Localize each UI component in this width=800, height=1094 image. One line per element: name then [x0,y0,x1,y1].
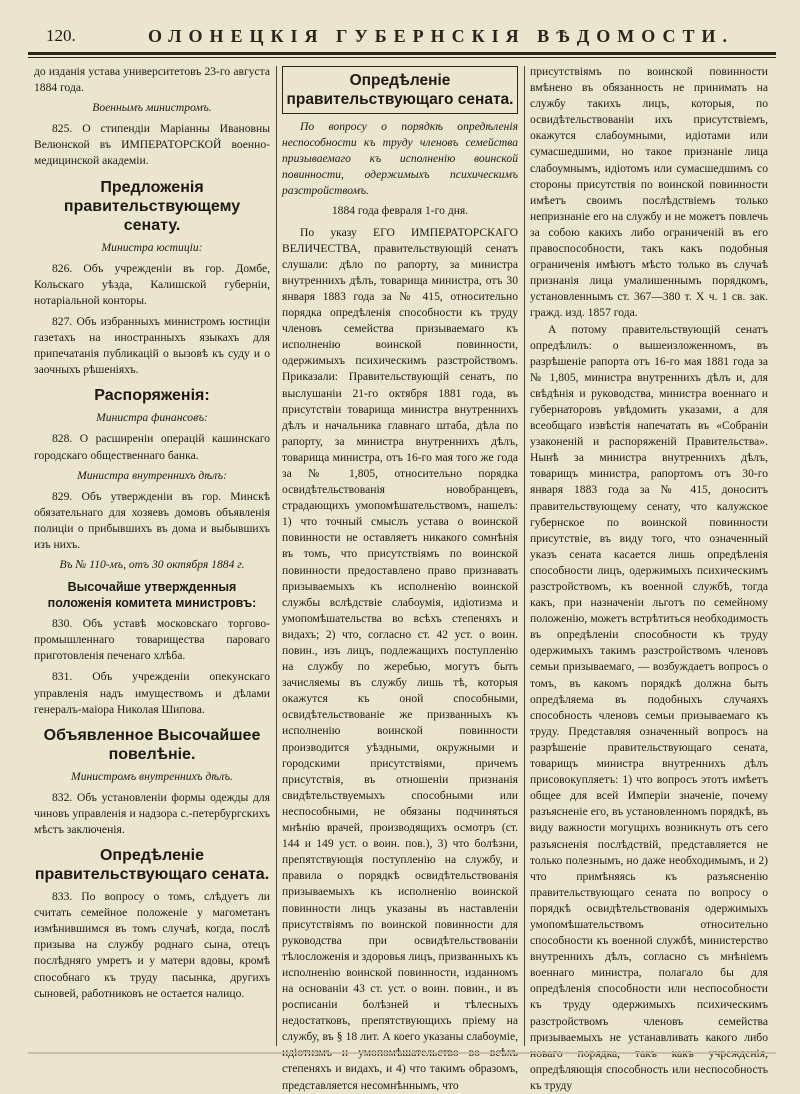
newspaper-title: ОЛОНЕЦКІЯ ГУБЕРНСКІЯ ВѢДОМОСТИ. [106,26,776,47]
item-825: 825. О стипендіи Маріанны Ивановны Велюнской въ ИМПЕРАТОРСКОЙ военно-медицинской академіи. [34,121,270,169]
column-divider-1 [276,66,277,1046]
continued-paragraph: до изданія устава университетовъ 23-го августа 1884 года. [34,64,270,96]
section-subheading: Министра юстиціи: [34,240,270,256]
column-1 [34,64,270,1049]
section-subheading: Военнымъ министромъ. [34,100,270,116]
article-heading: Опредѣленіе правительствующаго сената. [282,66,518,114]
item-826: 826. Объ учрежденіи въ гор. Домбе, Кольскаго уѣзда, Калишской губерніи, нотаріальной конторы. [34,261,270,309]
page-number: 120. [46,26,106,46]
section-heading-approved: Высочайше утвержденныя положенія комитета министровъ: [34,579,270,611]
article-body-resolution: А потому правительствующій сенатъ опредѣлилъ: о вышеизложенномъ, въ разрѣшеніе рапорта отъ 16-го мая 1881 года за № 1,805, министра внутреннихъ дѣлъ и, для свѣдѣнія и руководства, министра военнаго и губернаторовъ увѣдомить указами, а для всеобщаго извѣстія напечатать въ «Собраніи узаконеній и распоряженій Правительства». Нынѣ за министра внутреннихъ дѣлъ, товарищъ министра, рапортомъ отъ 30-го января 1883 года за № 415, доноситъ правительствующему сенату, что калужское губернское по воинской повинности присутствіе, въ виду того, что означенный указъ сената касается лишь опредѣленія способности лицъ, одержимыхъ психическимъ разстройствомъ, къ военной службѣ, тогда какъ, при назначеніи льготъ по семейному положенію, можетъ встрѣтиться необходимость въ опредѣленіи способности къ труду одержимыхъ такимъ разстройствомъ членовъ семьи призываемаго, — возбуждаетъ вопросъ о томъ, въ какомъ порядкѣ должна быть опредѣляема въ подобныхъ случаяхъ способность членовъ семьи призываемаго къ труду. Представляя означенный вопросъ на разрѣшеніе правительствующаго сената, товарищъ министра внутреннихъ дѣлъ присовокупляетъ: 1) что вопросъ этотъ имѣетъ общее для всей Имперіи значеніе, почему разъясненіе его, въ установленномъ порядкѣ, въ виду важности могущихъ возникнуть отъ сего разъясненія послѣдствій, представляется не только полезнымъ, но даже необходимымъ, и 2) что примѣняясь къ разъясненію правительствующаго сената по вопросу о порядкѣ освидѣтельствованія одержимыхъ умопомѣшательствомъ относительно способности къ военной службѣ, министерство внутреннихъ дѣлъ, согласно съ мнѣніемъ военнаго министра, полагало бы для опредѣленія способности или неспособности къ труду одержимыхъ психическимъ разстройствомъ членовъ семейства призываемыхъ не устанавливать какого либо опредѣляющія способность или неспособность къ труду [530,322,768,1094]
section-subheading: Министра внутреннихъ дѣлъ: [34,468,270,484]
article-body: По указу ЕГО ИМПЕРАТОРСКАГО ВЕЛИЧЕСТВА, правительствующій сенатъ слушали: дѣло по рапорту, за министра внутреннихъ дѣлъ, товарища министра, отъ 30 января 1883 года за № 415, относительно порядка опредѣленія способности къ труду членовъ семейства призываемаго къ исполненію воинской повинности, одержимыхъ психическимъ разстройствомъ. Приказали: Правительствующій сенатъ, по выслушаніи 21-го октября 1881 года, въ присутствіи товарища министра внутреннихъ дѣлъ и начальника главнаго штаба, дѣла по рапорту, за министра внутреннихъ дѣлъ, товарища министра, отъ 16-го мая того же года за № 1,805, относительно порядка освидѣтельствованія новобранцевъ, страдающихъ умопомѣшательствомъ, нашелъ: 1) что точный смыслъ устава о воинской повинности не оставляетъ никакого сомнѣнія въ томъ, что присутствіямъ по воинской повинности предоставлено право признавать призываемыхъ къ исполненію воинской службы вслѣдствіе слабоумія, идіотизма и умопомѣшательства во всѣхъ степеняхъ и видахъ; 2) что, согласно ст. 42 уст. о воин. повин., изъ лицъ, подлежащихъ поступленію на службу по жеребью, могутъ быть зачисляемы въ службу лишь тѣ, которыя окажутся къ оной способными, освидѣтельствованіе же призванныхъ къ исполненію воинской повинности производится уѣздными, окружными и городскими присутствіями, причемъ присутствія, въ отношеніи признанія свидѣтельствуемыхъ способными или неспособными, не обязаны подчиняться мнѣнію врачей, производящихъ осмотръ (ст. 144 и 149 уст. о воин. пов.), 3) что болѣзни, препятствующія поступленію на службу, и правила о порядкѣ освидѣтельствованія призываемыхъ къ исполненію воинской повинности лицъ указаны въ наставленіи присутствіямъ по воинской повинности для руководства при освидѣтельствованіи тѣлосложенія и здоровья лицъ, призванныхъ къ исполненію воинской повинности, изданномъ на основаніи 43 ст. уст. о воин. повин., и въ росписаніи болѣзней и тѣлесныхъ недостатковъ, препятствующихъ пріему на службу, въ § 18 лит. А коего указаны слабоуміе, степеняхъ и видахъ, и 4) что такимъ образомъ, представляется несомнѣннымъ, что [282,225,518,1094]
item-827: 827. Объ избранныхъ министромъ юстиціи газетахъ на иностранныхъ языкахъ для припечатанія публикацій о вызовѣ къ суду и о заочныхъ рѣшеніяхъ. [34,314,270,378]
article-subject: По вопросу о порядкѣ опредѣленія неспособности къ труду членовъ семейства призываемаго къ исполненію воинской повинности, одержимыхъ психическимъ разстройствомъ. [282,119,518,199]
column-3 [530,64,768,1049]
section-heading-proposals: Предложенія правительствующему сенату. [34,178,270,235]
page-bottom-edge [28,1052,776,1054]
section-subheading: Министромъ внутреннихъ дѣлъ. [34,769,270,785]
item-830: 830. Объ уставѣ московскаго торгово-промышленнаго товарищества пароваго приготовленія печенаго хлѣба. [34,616,270,664]
header-rule-thin [28,57,776,58]
item-832: 832. Объ установленіи формы одежды для чиновъ управленія и надзора с.-петербургскихъ мѣстъ заключенія. [34,790,270,838]
section-subheading: Министра финансовъ: [34,410,270,426]
item-829: 829. Объ утвержденіи въ гор. Минскѣ обязательнаго для хозяевъ домовъ объявленія полиціи о прибывшихъ въ дома и выбывшихъ изъ нихъ. [34,489,270,553]
section-heading-definition: Опредѣленіе правительствующаго сената. [34,846,270,884]
item-828: 828. О расширеніи операцій кашинскаго городскаго общественнаго банка. [34,431,270,463]
column-2 [282,64,518,1049]
article-date: 1884 года февраля 1-го дня. [282,203,518,219]
item-831: 831. Объ учрежденіи опекунскаго управленія надъ имуществомъ и дѣлами генералъ-маіора Николая Шипова. [34,669,270,717]
article-body-continued: присутствіямъ по воинской повинности вмѣнено въ обязанность не принимать на службу такихъ лицъ, которыя, по освидѣтельствованіи ихъ присутствіемъ, окажутся слабоумными, идіотами или сумасшедшими, но такое признаніе лица слабоумнымъ, идіотомъ или сумасшедшимъ со стороны присутствія по воинской повинности имѣетъ своимъ послѣдствіемъ только непризнаніе его на службу и не можетъ повлечь за собою какихъ либо ограниченій въ его правоспособности, такъ какъ подобныя ограниченія имѣютъ мѣсто только въ случаѣ признанія лица умалишеннымъ порядкомъ, установленнымъ ст. 367—380 т. X ч. 1 св. зак. гражд. изд. 1857 года. [530,64,768,322]
item-833: 833. По вопросу о томъ, слѣдуетъ ли считать семейное положеніе у магометанъ измѣнившимся въ томъ случаѣ, когда, послѣ призыва на службу роднаго сына, отецъ послѣдняго умретъ и у матери вдовы, кромѣ способнаго къ труду пасынка, другихъ сыновей, работниковъ не остается налицо. [34,889,270,1002]
column-divider-2 [524,66,525,1046]
issue-reference: Въ № 110-мъ, отъ 30 октября 1884 г. [34,557,270,573]
page-header [28,20,776,52]
section-heading-orders: Распоряженія: [34,386,270,405]
section-heading-command: Объявленное Высочайшее повелѣніе. [34,726,270,764]
header-rule [28,52,776,55]
